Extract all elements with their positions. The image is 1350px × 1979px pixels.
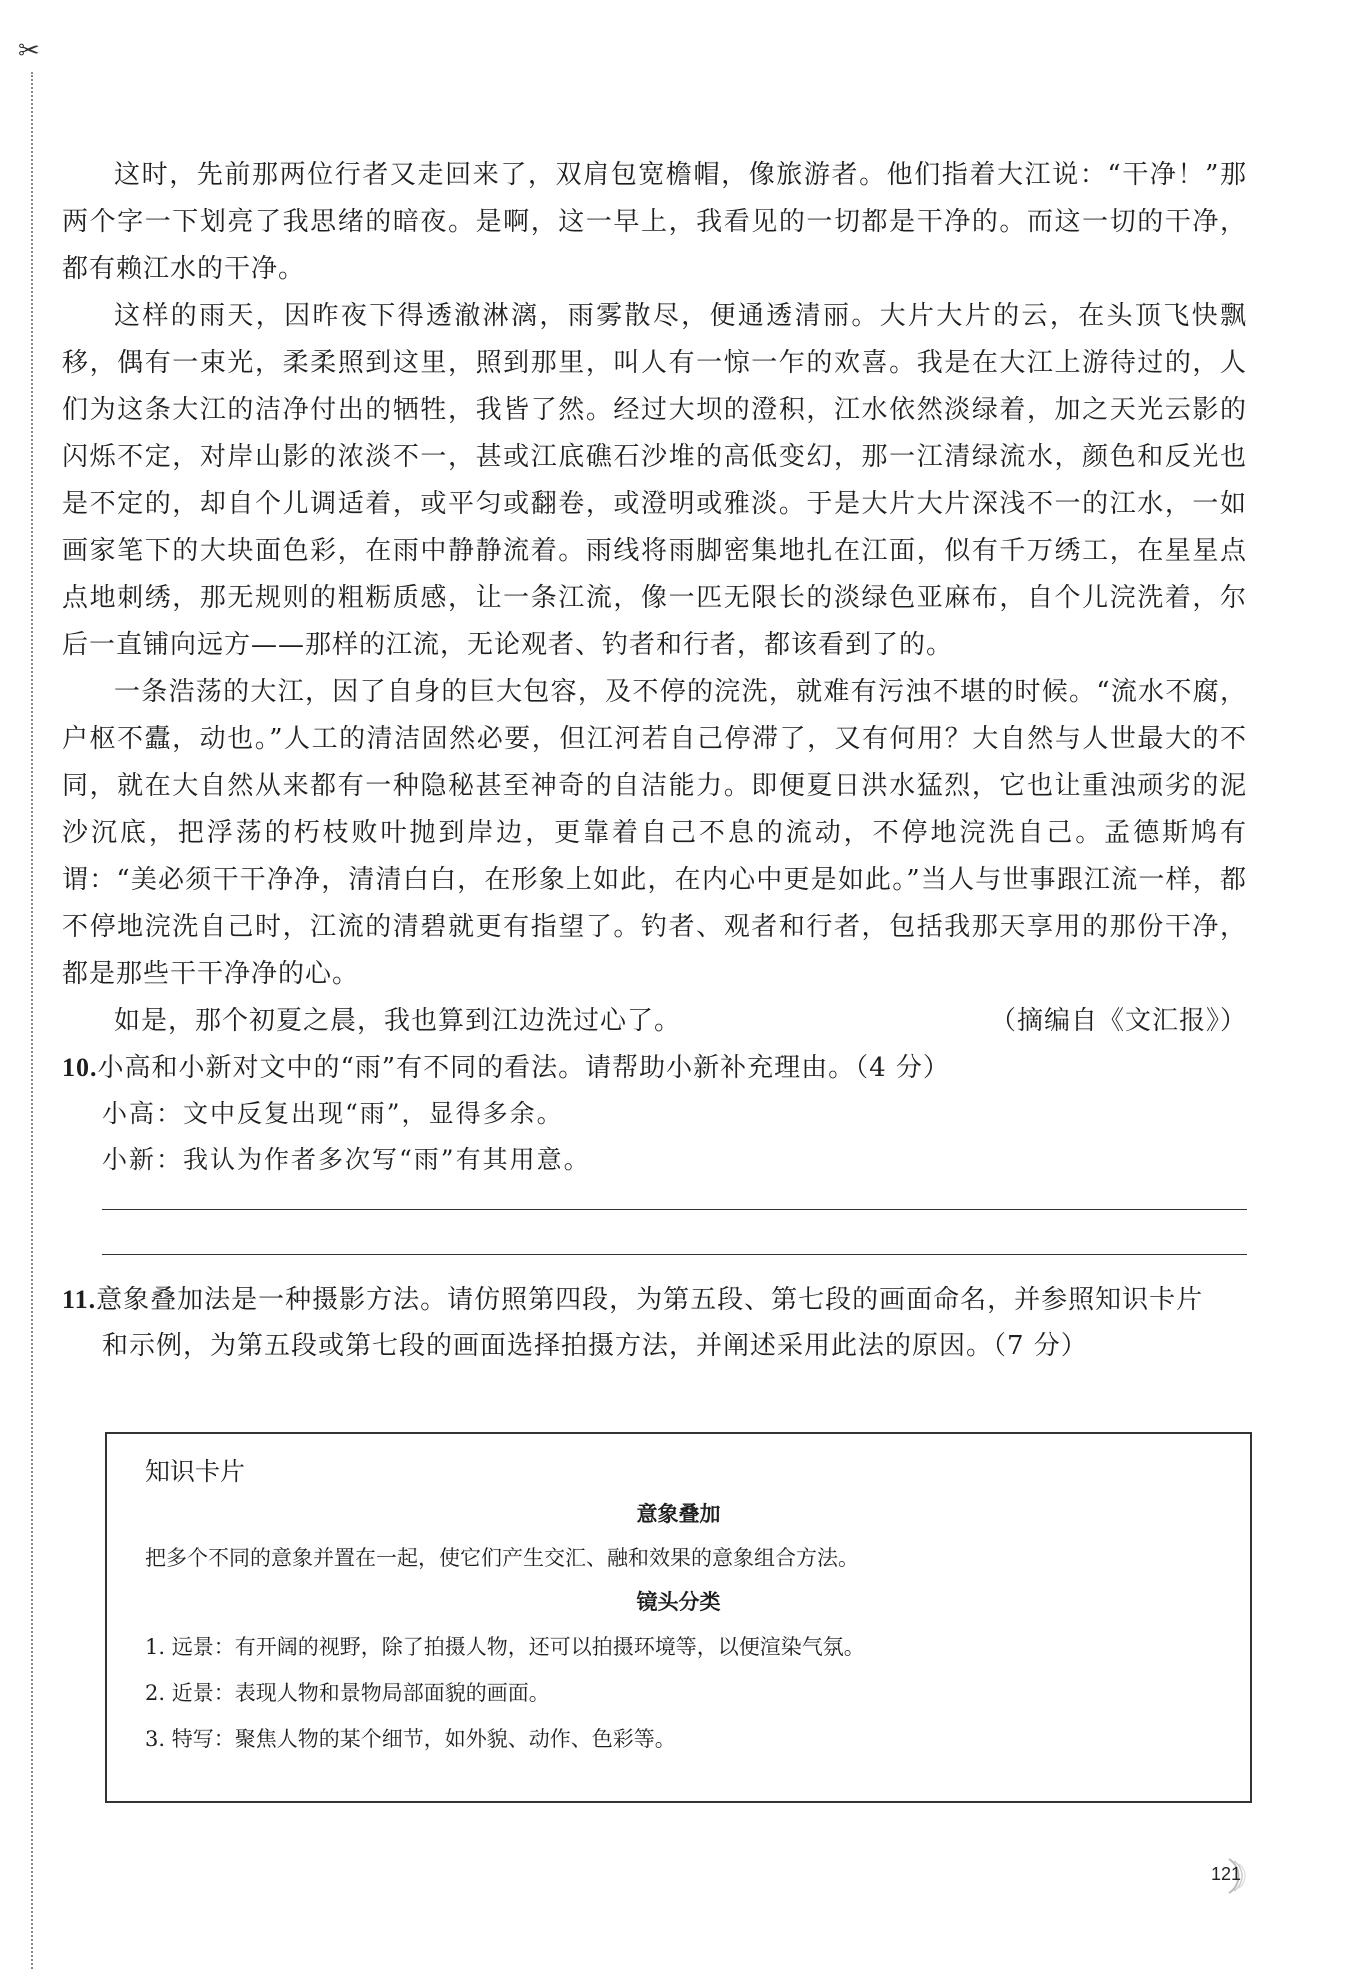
passage-paragraph-1: 这时，先前那两位行者又走回来了，双肩包宽檐帽，像旅游者。他们指着大江说：“干净！”那两个字一下划亮了我思绪的暗夜。是啊，这一早上，我看见的一切都是干净的。而这一切的干净，都有赖江水的干净。 xyxy=(62,160,1247,284)
passage-closing xyxy=(62,998,1247,1045)
knowledge-card-definition: 把多个不同的意象并置在一起，使它们产生交汇、融和效果的意象组合方法。 xyxy=(145,1546,859,1570)
page-content xyxy=(62,152,1247,1369)
page-number-badge xyxy=(1195,1855,1255,1897)
cut-line xyxy=(31,72,33,1969)
scissors-icon: ✂ xyxy=(18,36,40,66)
xiaoxin-statement: 小新：我认为作者多次写“雨”有其用意。 xyxy=(102,1145,591,1174)
question-11-number: 11. xyxy=(62,1285,97,1314)
knowledge-card-title: 知识卡片 xyxy=(145,1457,246,1486)
knowledge-card-heading-shots: 镜头分类 xyxy=(636,1590,721,1614)
question-10 xyxy=(62,1045,1247,1091)
question-10-text: 小高和小新对文中的“雨”有不同的看法。请帮助小新补充理由。（4 分） xyxy=(97,1053,950,1083)
question-11-line-2: 和示例，为第五段或第七段的画面选择拍摄方法，并阐述采用此法的原因。（7 分） xyxy=(102,1331,1088,1361)
answer-line-1[interactable] xyxy=(102,1209,1247,1210)
shot-type-closeup: 3. 特写：聚焦人物的某个细节，如外貌、动作、色彩等。 xyxy=(145,1727,676,1751)
passage-last-line: 如是，那个初夏之晨，我也算到江边洗过心了。 xyxy=(114,1006,682,1036)
answer-line-2[interactable] xyxy=(102,1254,1247,1255)
shot-type-long: 1. 远景：有开阔的视野，除了拍摄人物，还可以拍摄环境等，以便渲染气氛。 xyxy=(145,1635,865,1659)
question-11-line-1: 意象叠加法是一种摄影方法。请仿照第四段，为第五段、第七段的画面命名，并参照知识卡片 xyxy=(96,1285,1204,1315)
question-10-number: 10. xyxy=(62,1053,98,1082)
passage-paragraph-2: 这样的雨天，因昨夜下得透澈淋漓，雨雾散尽，便通透清丽。大片大片的云，在头顶飞快飘移，偶有一束光，柔柔照到这里，照到那里，叫人有一惊一乍的欢喜。我是在大江上游待过的，人们为这条大江的洁净付出的牺牲，我皆了然。经过大坝的澄积，江水依然淡绿着，加之天光云影的闪烁不定，对岸山影的浓淡不一，甚或江底礁石沙堆的高低变幻，那一江清绿流水，颜色和反光也是不定的，却自个儿调适着，或平匀或翻卷，或澄明或雅淡。于是大片大片深浅不一的江水，一如画家笔下的大块面色彩，在雨中静静流着。雨线将雨脚密集地扎在江面，似有千万绣工，在星星点点地刺绣，那无规则的粗粝质感，让一条江流，像一匹无限长的淡绿色亚麻布，自个儿浣洗着，尔后一直铺向远方——那样的江流，无论观者、钓者和行者，都该看到了的。 xyxy=(62,301,1247,660)
knowledge-card xyxy=(105,1432,1252,1803)
passage-source: （摘编自《文汇报》） xyxy=(989,1006,1247,1036)
page-number: 121 xyxy=(1211,1864,1242,1884)
shot-type-medium: 2. 近景：表现人物和景物局部面貌的画面。 xyxy=(145,1681,550,1705)
xiaogao-statement: 小高：文中反复出现“雨”，显得多余。 xyxy=(102,1099,564,1128)
passage-paragraph-3: 一条浩荡的大江，因了自身的巨大包容，及不停的浣洗，就难有污浊不堪的时候。“流水不腐，户枢不蠹，动也。”人工的清洁固然必要，但江河若自己停滞了，又有何用？大自然与人世最大的不同，就在大自然从来都有一种隐秘甚至神奇的自洁能力。即便夏日洪水猛烈，它也让重浊顽劣的泥沙沉底，把浮荡的朽枝败叶抛到岸边，更靠着自己不息的流动，不停地浣洗自己。孟德斯鸠有谓：“美必须干干净净，清清白白，在形象上如此，在内心中更是如此。”当人与世事跟江流一样，都不停地浣洗自己时，江流的清碧就更有指望了。钓者、观者和行者，包括我那天享用的那份干净，都是那些干干净净的心。 xyxy=(62,677,1247,989)
knowledge-card-heading-imagery: 意象叠加 xyxy=(636,1502,721,1526)
question-11 xyxy=(62,1277,1247,1369)
